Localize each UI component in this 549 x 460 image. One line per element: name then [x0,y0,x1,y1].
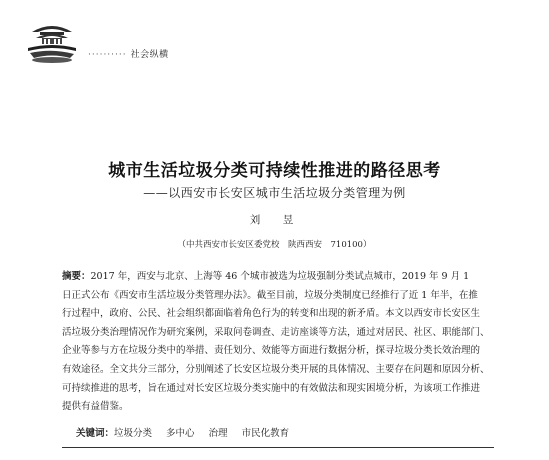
keyword: 垃圾分类 [114,428,153,439]
keyword: 治理 [208,428,228,439]
keyword: 多中心 [166,428,195,439]
section-tag [88,47,169,60]
abstract-line: 企业等参与方在垃圾分类中的举措、责任划分、效能等方面进行数据分析，探寻垃圾分类长效治理的 [62,345,481,357]
author-affiliation: （中共西安市长安区委党校 陕西西安 710100） [177,240,372,250]
page-header [26,18,326,68]
abstract [62,268,494,417]
keywords [76,425,303,439]
divider-rule [62,447,494,448]
article-author: 刘 昱 [249,214,300,226]
temple-pavilion-logo-icon [26,18,78,64]
section-name: 社会纵横 [130,50,169,60]
abstract-line: 提供有益借鉴。 [62,401,129,413]
abstract-label: 摘要： [62,271,91,282]
abstract-line: 日正式公布《西安市生活垃圾分类管理办法》。截至目前，垃圾分类制度已经推行了近 1 年半，在推 [62,289,478,301]
abstract-line: 行过程中，政府、公民、社会组织都面临着角色行为的转变和出现的新矛盾。本文以西安市长安区生 [62,308,481,320]
article-subtitle: ——以西安市长安区城市生活垃圾分类管理为例 [143,186,406,200]
keywords-label: 关键词： [76,428,115,439]
abstract-line: 活垃圾分类治理情况作为研究案例，采取问卷调查、走访座谈等方法，通过对居民、社区、职能部门、 [62,326,490,338]
section-dots: ·········· [88,50,127,60]
abstract-line: 摘要：2017 年，西安与北京、上海等 46 个城市被选为垃圾强制分类试点城市，2019 年 9 月 1 [62,271,470,282]
abstract-line: 可持续推进的思考，旨在通过对长安区垃圾分类实施中的有效做法和现实困境分析，为该项工作推进 [62,382,481,394]
keyword: 市民化教育 [241,428,290,439]
article-title: 城市生活垃圾分类可持续性推进的路径思考 [108,161,441,181]
abstract-line: 有效途径。全文共分三部分，分别阐述了长安区垃圾分类开展的具体情况、主要存在问题和原因分析、 [62,363,490,375]
